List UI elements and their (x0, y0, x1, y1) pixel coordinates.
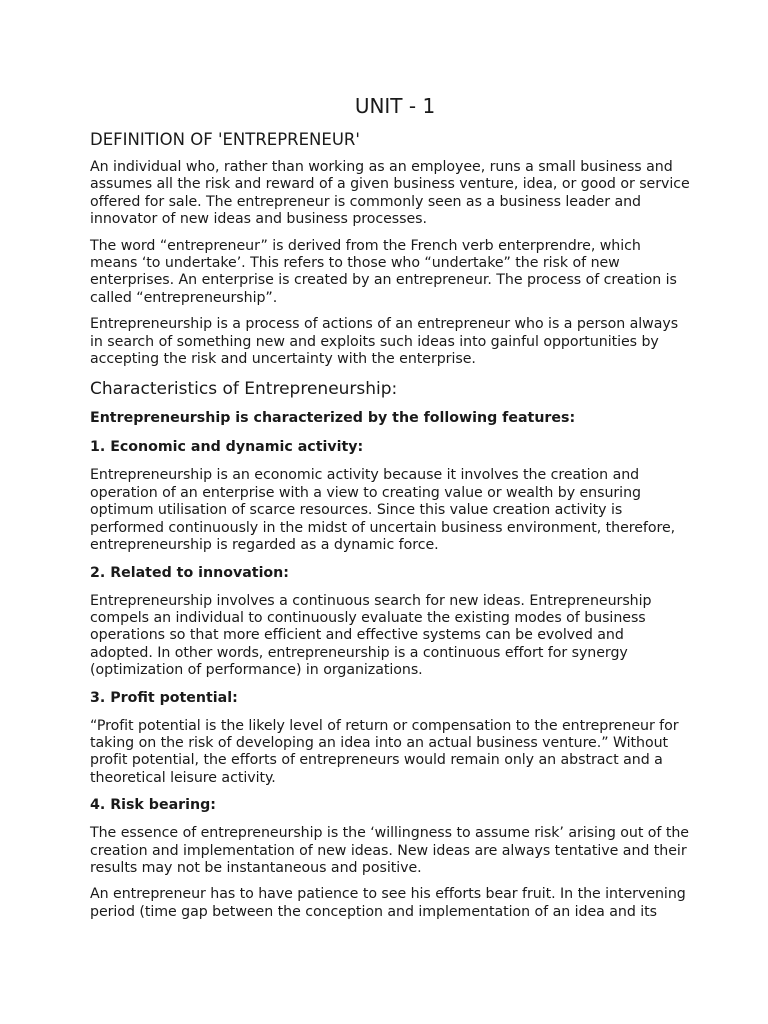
feature-title: 3. Profit potential: (90, 689, 238, 706)
feature-paragraph: The essence of entrepreneurship is the ‘willingness to assume risk’ arising out of the creation and implementation of new ideas. New ideas are always tentative and their results may not be instantaneous and positive. (90, 825, 689, 876)
feature-title: 4. Risk bearing: (90, 797, 216, 814)
definition-paragraph: Entrepreneurship is a process of actions of an entrepreneur who is a person always in search of something new and exploits such ideas into gainful opportunities by accepting the risk and uncertainty with the enterprise. (90, 316, 679, 368)
definition-heading: DEFINITION OF 'ENTREPRENEUR' (90, 130, 360, 149)
definition-paragraph: The word “entrepreneur” is derived from the French verb enterprendre, which means ‘to undertake’. This refers to those who “undertake” the risk of new enterprises. An enterprise is created by an entrepreneur. The process of creation is called “entrepreneurship”. (90, 237, 677, 306)
characteristics-heading: Characteristics of Entrepreneurship: (90, 379, 398, 400)
characteristics-intro: Entrepreneurship is characterized by the following features: (90, 410, 576, 427)
feature-paragraph: Entrepreneurship is an economic activity because it involves the creation and operation of an enterprise with a view to creating value or wealth by ensuring optimum utilisation of scarce resources. Since this value creation activity is performed continuously in the midst of uncertain business environment, therefore, entrepreneurship is regarded as a dynamic force. (90, 467, 676, 554)
feature-paragraph: Entrepreneurship involves a continuous search for new ideas. Entrepreneurship compels an individual to continuously evaluate the existing modes of business operations so that more efficient and effective systems can be evolved and adopted. In other words, entrepreneurship is a continuous effort for synergy (optimization of performance) in organizations. (90, 592, 652, 679)
definition-paragraph: An individual who, rather than working as an employee, runs a small business and assumes all the risk and reward of a given business venture, idea, or good or service offered for sale. The entrepreneur is commonly seen as a business leader and innovator of new ideas and business processes. (90, 159, 690, 228)
feature-paragraph: “Profit potential is the likely level of return or compensation to the entrepreneur for taking on the risk of developing an idea into an actual business venture.” Without profit potential, the efforts of entrepreneurs would remain only an abstract and a theoretical leisure activity. (90, 717, 679, 786)
document-page (90, 93, 690, 930)
feature-title: 1. Economic and dynamic activity: (90, 439, 364, 456)
feature-title: 2. Related to innovation: (90, 564, 289, 581)
unit-title: UNIT - 1 (354, 94, 436, 118)
feature-paragraph: An entrepreneur has to have patience to see his efforts bear fruit. In the intervening period (time gap between the conception and implementation of an idea and its (90, 886, 686, 920)
